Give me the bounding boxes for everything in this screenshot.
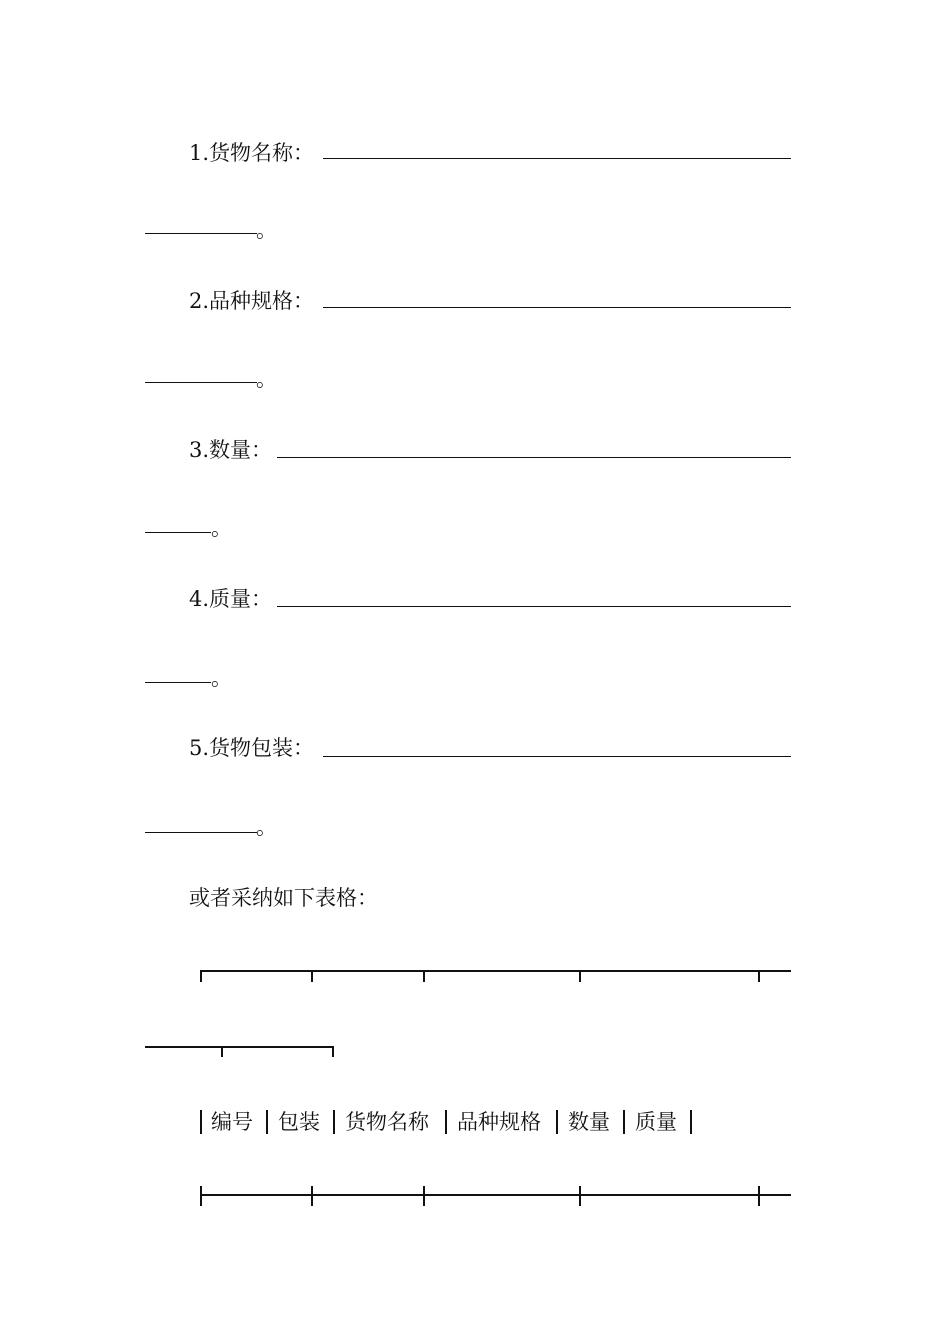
item-5-label: 5.货物包装： xyxy=(189,736,315,760)
item-2-label: 2.品种规格： xyxy=(189,289,315,313)
item-2-blank[interactable] xyxy=(323,307,791,308)
header-cell-goods-name: 货物名称 xyxy=(345,1110,429,1134)
item-1-blank[interactable] xyxy=(323,158,791,159)
item-3-blank-cont[interactable] xyxy=(145,532,211,533)
item-4-label: 4.质量： xyxy=(189,587,273,611)
header-cell-number: 编号 xyxy=(211,1110,253,1134)
item-2-period: 。 xyxy=(256,367,277,391)
item-5-period: 。 xyxy=(256,815,277,839)
header-cell-quality: 质量 xyxy=(635,1110,677,1134)
item-1-label: 1.货物名称： xyxy=(189,141,315,165)
item-5-blank[interactable] xyxy=(323,756,791,757)
item-4-blank[interactable] xyxy=(277,606,791,607)
item-4-period: 。 xyxy=(211,666,232,690)
item-3-label: 3.数量： xyxy=(189,438,273,462)
item-1-blank-cont[interactable] xyxy=(145,233,257,234)
table-intro: 或者采纳如下表格： xyxy=(189,886,378,910)
item-2-blank-cont[interactable] xyxy=(145,382,257,383)
header-cell-quantity: 数量 xyxy=(568,1110,610,1134)
item-3-blank[interactable] xyxy=(277,457,791,458)
item-1-period: 。 xyxy=(256,218,277,242)
header-cell-package: 包装 xyxy=(278,1110,320,1134)
header-cell-spec: 品种规格 xyxy=(457,1110,541,1134)
item-5-blank-cont[interactable] xyxy=(145,832,257,833)
item-4-blank-cont[interactable] xyxy=(145,682,211,683)
item-3-period: 。 xyxy=(211,516,232,540)
